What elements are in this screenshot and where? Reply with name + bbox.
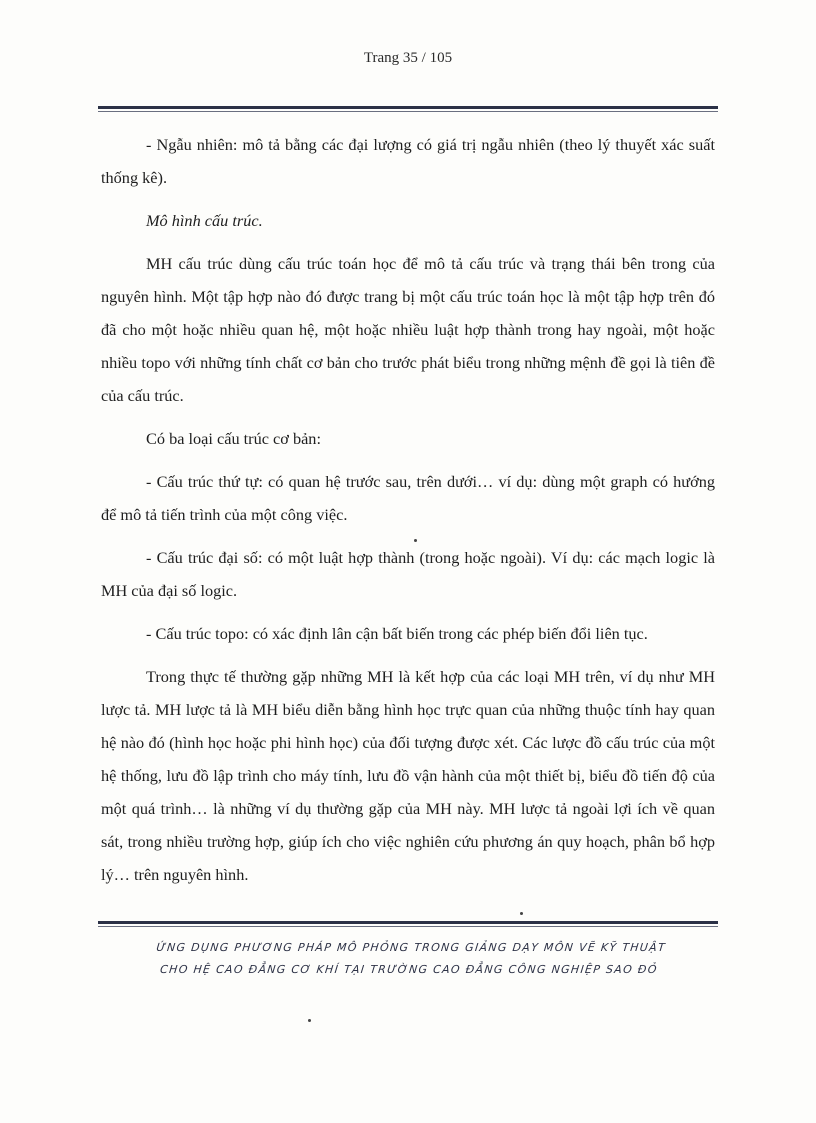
header-rule	[98, 106, 718, 109]
scan-speck	[308, 1019, 311, 1022]
footer-line-1: ỨNG DỤNG PHƯƠNG PHÁP MÔ PHỎNG TRONG GIẢNG DẠY MÔN VẼ KỸ THUẬT	[155, 941, 667, 954]
page-number: Trang 35 / 105	[363, 50, 453, 66]
paragraph-structure-model: MH cấu trúc dùng cấu trúc toán học để mô tả cấu trúc và trạng thái bên trong của nguyên hình. Một tập hợp nào đó được trang bị một cấu trúc toán học là một tập hợp trên đó đã cho một hoặc nhiều quan hệ, một hoặc nhiều luật hợp thành trong hay ngoài, một hoặc nhiều topo với những tính chất cơ bản cho trước phát biểu trong những mệnh đề gọi là tiên đề của cấu trúc.	[101, 254, 715, 405]
paragraph-three-types: Có ba loại cấu trúc cơ bản:	[146, 429, 321, 448]
paragraph-order-structure: - Cấu trúc thứ tự: có quan hệ trước sau, trên dưới… ví dụ: dùng một graph có hướng để mô tả tiến trình của một công việc.	[101, 472, 715, 524]
paragraph-topo-structure: - Cấu trúc topo: có xác định lân cận bất biến trong các phép biến đổi liên tục.	[146, 624, 648, 643]
footer-rule	[98, 921, 718, 924]
paragraph-random-model: - Ngẫu nhiên: mô tả bằng các đại lượng có giá trị ngẫu nhiên (theo lý thuyết xác suất thống kê).	[101, 135, 715, 187]
footer-line-2: CHO HỆ CAO ĐẲNG CƠ KHÍ TẠI TRƯỜNG CAO ĐẲNG CÔNG NGHIỆP SAO ĐỎ	[159, 963, 659, 976]
body-text	[101, 128, 715, 901]
scan-speck	[414, 539, 417, 542]
footer-title	[148, 937, 673, 981]
scan-speck	[520, 912, 523, 915]
footer-rule-thin	[98, 926, 718, 927]
header-rule-thin	[98, 111, 718, 112]
section-heading-structure-model: Mô hình cấu trúc.	[146, 211, 263, 230]
paragraph-algebraic-structure: - Cấu trúc đại số: có một luật hợp thành (trong hoặc ngoài). Ví dụ: các mạch logic là MH của đại số logic.	[101, 548, 715, 600]
paragraph-sketch-model: Trong thực tế thường gặp những MH là kết hợp của các loại MH trên, ví dụ như MH lược tả. MH lược tả là MH biểu diễn bằng hình học trực quan của những thuộc tính hay quan hệ nào đó (hình học hoặc phi hình học) của đối tượng được xét. Các lược đồ cấu trúc của một hệ thống, lưu đồ lập trình cho máy tính, lưu đồ vận hành của một thiết bị, biểu đồ tiến độ của một quá trình… là những ví dụ thường gặp của MH này. MH lược tả ngoài lợi ích về quan sát, trong nhiều trường hợp, giúp ích cho việc nghiên cứu phương án quy hoạch, phân bổ hợp lý… trên nguyên hình.	[101, 667, 715, 884]
